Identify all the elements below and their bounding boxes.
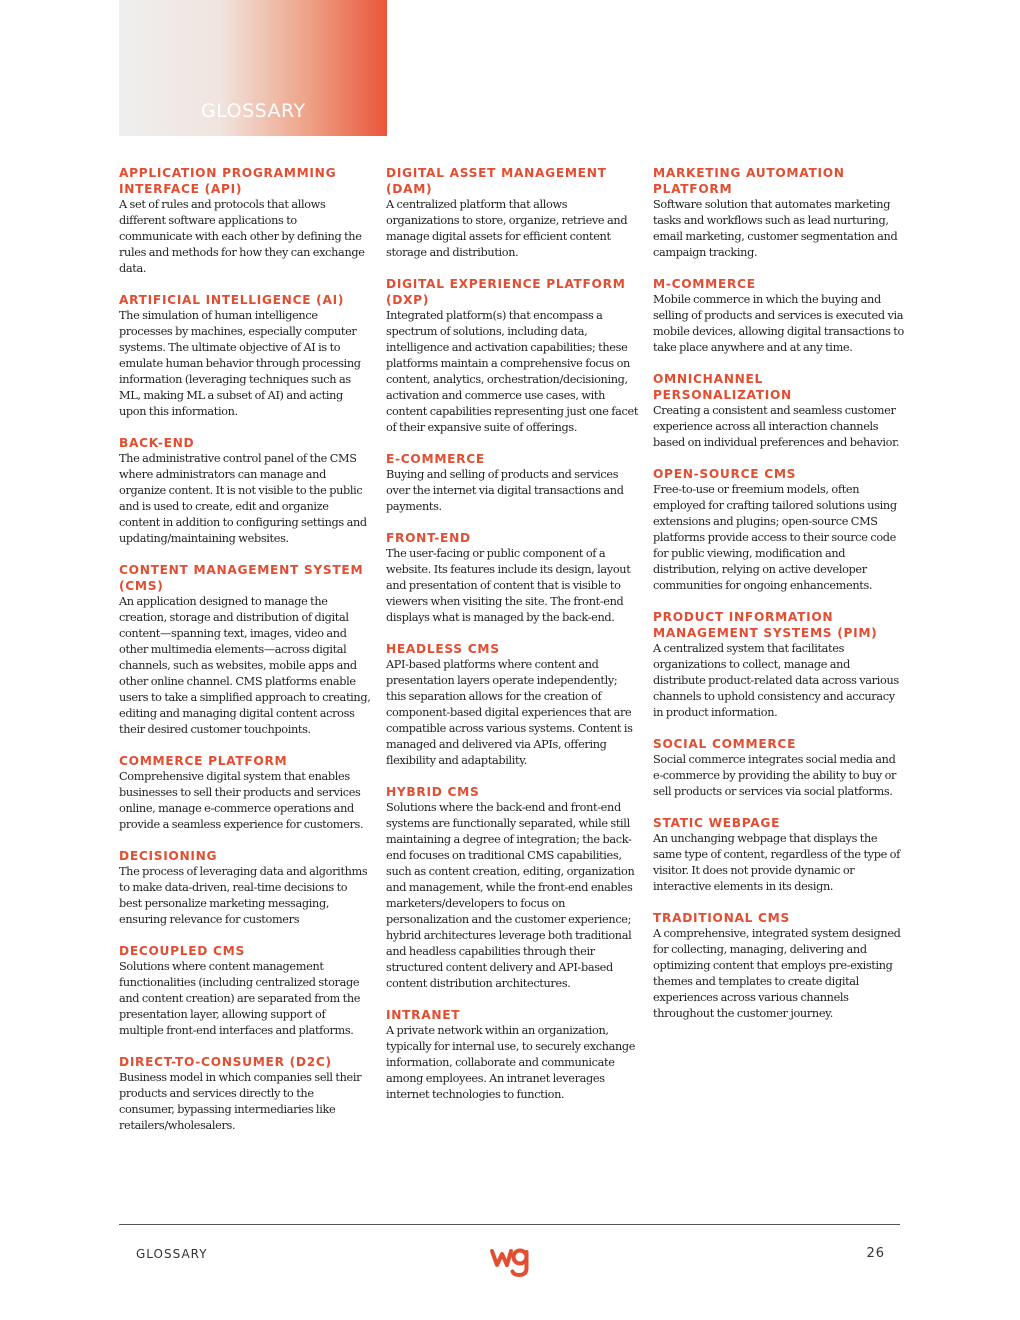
glossary-term: ARTIFICIAL INTELLIGENCE (AI) (119, 293, 345, 307)
glossary-term: HEADLESS CMS (386, 642, 500, 656)
glossary-term: DIGITAL EXPERIENCE PLATFORM (DXP) (386, 277, 626, 307)
glossary-entry (119, 753, 371, 833)
glossary-definition: Solutions where content management functionalities (including centralized storage and content creation) are separated from the presentation layer, allowing support of multiple front-end interfaces and platforms. (119, 960, 361, 1037)
glossary-entry (653, 736, 905, 800)
glossary-entry (119, 292, 371, 420)
footer-divider (119, 1224, 900, 1225)
glossary-definition: An application designed to manage the creation, storage and distribution of digital content—spanning text, images, video and other multimedia elements—across digital channels, such as websites, mobile apps and other online channel. CMS platforms enable users to take a simplified approach to creating, editing and managing digital content across their desired customer touchpoints. (119, 595, 371, 736)
glossary-term: HYBRID CMS (386, 785, 480, 799)
glossary-definition: API-based platforms where content and presentation layers operate independently; this separation allows for the creation of component-based digital experiences that are compatible across various systems. Content is managed and delivered via APIs, offering flexibility and adaptability. (386, 658, 633, 767)
glossary-term: M-COMMERCE (653, 277, 756, 291)
glossary-entry (653, 165, 905, 261)
glossary-definition: A centralized platform that allows organizations to store, organize, retrieve and manage digital assets for efficient content storage and distribution. (386, 198, 628, 259)
glossary-definition: Comprehensive digital system that enables businesses to sell their products and services online, manage e-commerce operations and provide a seamless experience for customers. (119, 770, 364, 831)
glossary-entry (119, 165, 371, 277)
glossary-term: CONTENT MANAGEMENT SYSTEM (CMS) (119, 563, 364, 593)
glossary-entry (386, 1007, 638, 1103)
glossary-term: STATIC WEBPAGE (653, 816, 781, 830)
glossary-column-1 (119, 165, 371, 1149)
glossary-column-3 (653, 165, 905, 1037)
glossary-definition: A comprehensive, integrated system designed for collecting, managing, delivering and optimizing content that employs pre-existing themes and templates to create digital experiences across various channels throughout the customer journey. (653, 927, 901, 1020)
glossary-column-2 (386, 165, 638, 1118)
page-title: GLOSSARY (201, 100, 306, 122)
glossary-term: DIRECT-TO-CONSUMER (D2C) (119, 1055, 332, 1069)
glossary-entry (386, 641, 638, 769)
glossary-entry (653, 910, 905, 1022)
glossary-definition: A set of rules and protocols that allows different software applications to communicate with each other by defining the rules and methods for how they can exchange data. (119, 198, 365, 275)
glossary-entry (653, 466, 905, 594)
glossary-term: SOCIAL COMMERCE (653, 737, 797, 751)
glossary-entry (653, 276, 905, 356)
glossary-term: DECISIONING (119, 849, 218, 863)
glossary-term: COMMERCE PLATFORM (119, 754, 288, 768)
glossary-entry (119, 562, 371, 738)
glossary-term: E-COMMERCE (386, 452, 485, 466)
wg-logo-mark (489, 1244, 531, 1278)
glossary-definition: Business model in which companies sell their products and services directly to the consumer, bypassing intermediaries like retailers/wholesalers. (119, 1071, 362, 1132)
glossary-definition: The administrative control panel of the CMS where administrators can manage and organize content. It is not visible to the public and is used to create, edit and organize content in addition to configuring settings and updating/maintaining websites. (119, 452, 367, 545)
glossary-term: BACK-END (119, 436, 195, 450)
glossary-term: MARKETING AUTOMATION PLATFORM (653, 166, 845, 196)
page-number: 26 (866, 1246, 885, 1261)
glossary-definition: The user-facing or public component of a website. Its features include its design, layout and presentation of content that is visible to viewers when visiting the site. The front-end displays what is managed by the back-end. (386, 547, 631, 624)
glossary-definition: Social commerce integrates social media and e-commerce by providing the ability to buy or sell products or services via social platforms. (653, 753, 897, 798)
glossary-entry (386, 784, 638, 992)
glossary-entry (386, 451, 638, 515)
glossary-entry (653, 371, 905, 451)
glossary-definition: The process of leveraging data and algorithms to make data-driven, real-time decisions to best personalize marketing messaging, ensuring relevance for customers (119, 865, 368, 926)
glossary-entry (119, 943, 371, 1039)
glossary-term: OMNICHANNEL PERSONALIZATION (653, 372, 792, 402)
wg-logo-icon (489, 1244, 531, 1278)
glossary-term: PRODUCT INFORMATION MANAGEMENT SYSTEMS (PIM) (653, 610, 878, 640)
glossary-entry (386, 276, 638, 436)
glossary-entry (386, 165, 638, 261)
glossary-definition: An unchanging webpage that displays the same type of content, regardless of the type of visitor. It does not provide dynamic or interactive elements in its design. (653, 832, 900, 893)
glossary-term: DECOUPLED CMS (119, 944, 245, 958)
glossary-entry (386, 530, 638, 626)
glossary-definition: A private network within an organization, typically for internal use, to securely exchange information, collaborate and communicate among employees. An intranet leverages internet technologies to function. (386, 1024, 636, 1101)
glossary-definition: Mobile commerce in which the buying and selling of products and services is executed via mobile devices, allowing digital transactions to take place anywhere and at any time. (653, 293, 904, 354)
glossary-term: FRONT-END (386, 531, 471, 545)
glossary-entry (119, 1054, 371, 1134)
header-banner (119, 0, 387, 136)
glossary-term: APPLICATION PROGRAMMING INTERFACE (API) (119, 166, 337, 196)
glossary-definition: Free-to-use or freemium models, often employed for crafting tailored solutions using extensions and plugins; open-source CMS platforms provide access to their source code for public viewing, modification and distribution, relying on active developer communities for ongoing enhancements. (653, 483, 897, 592)
glossary-term: INTRANET (386, 1008, 461, 1022)
glossary-definition: Solutions where the back-end and front-end systems are functionally separated, while still maintaining a degree of integration; the back-end focuses on traditional CMS capabilities, such as content creation, editing, organization and management, while the front-end enables marketers/developers to focus on personalization and the customer experience; hybrid architectures leverage both traditional and headless capabilities through their structured content delivery and API-based content distribution architectures. (386, 801, 635, 990)
glossary-definition: Software solution that automates marketing tasks and workflows such as lead nurturing, email marketing, customer segmentation and campaign tracking. (653, 198, 898, 259)
glossary-definition: The simulation of human intelligence processes by machines, especially computer systems. The ultimate objective of AI is to emulate human behavior through processing information (leveraging techniques such as ML, making ML a subset of AI) and acting upon this information. (119, 309, 361, 418)
glossary-definition: Buying and selling of products and services over the internet via digital transactions and payments. (386, 468, 624, 513)
footer-section-label: GLOSSARY (136, 1247, 208, 1261)
glossary-entry (653, 609, 905, 721)
glossary-term: TRADITIONAL CMS (653, 911, 790, 925)
glossary-term: DIGITAL ASSET MANAGEMENT (DAM) (386, 166, 607, 196)
glossary-entry (653, 815, 905, 895)
glossary-entry (119, 435, 371, 547)
glossary-definition: Creating a consistent and seamless customer experience across all interaction channels based on individual preferences and behavior. (653, 404, 900, 449)
glossary-term: OPEN-SOURCE CMS (653, 467, 797, 481)
glossary-definition: A centralized system that facilitates organizations to collect, manage and distribute product-related data across various channels to uphold consistency and accuracy in product information. (653, 642, 899, 719)
glossary-entry (119, 848, 371, 928)
glossary-definition: Integrated platform(s) that encompass a spectrum of solutions, including data, intelligence and activation capabilities; these platforms maintain a comprehensive focus on content, analytics, orchestration/decisioning, activation and commerce use cases, with content capabilities representing just one facet of their expansive suite of offerings. (386, 309, 639, 434)
